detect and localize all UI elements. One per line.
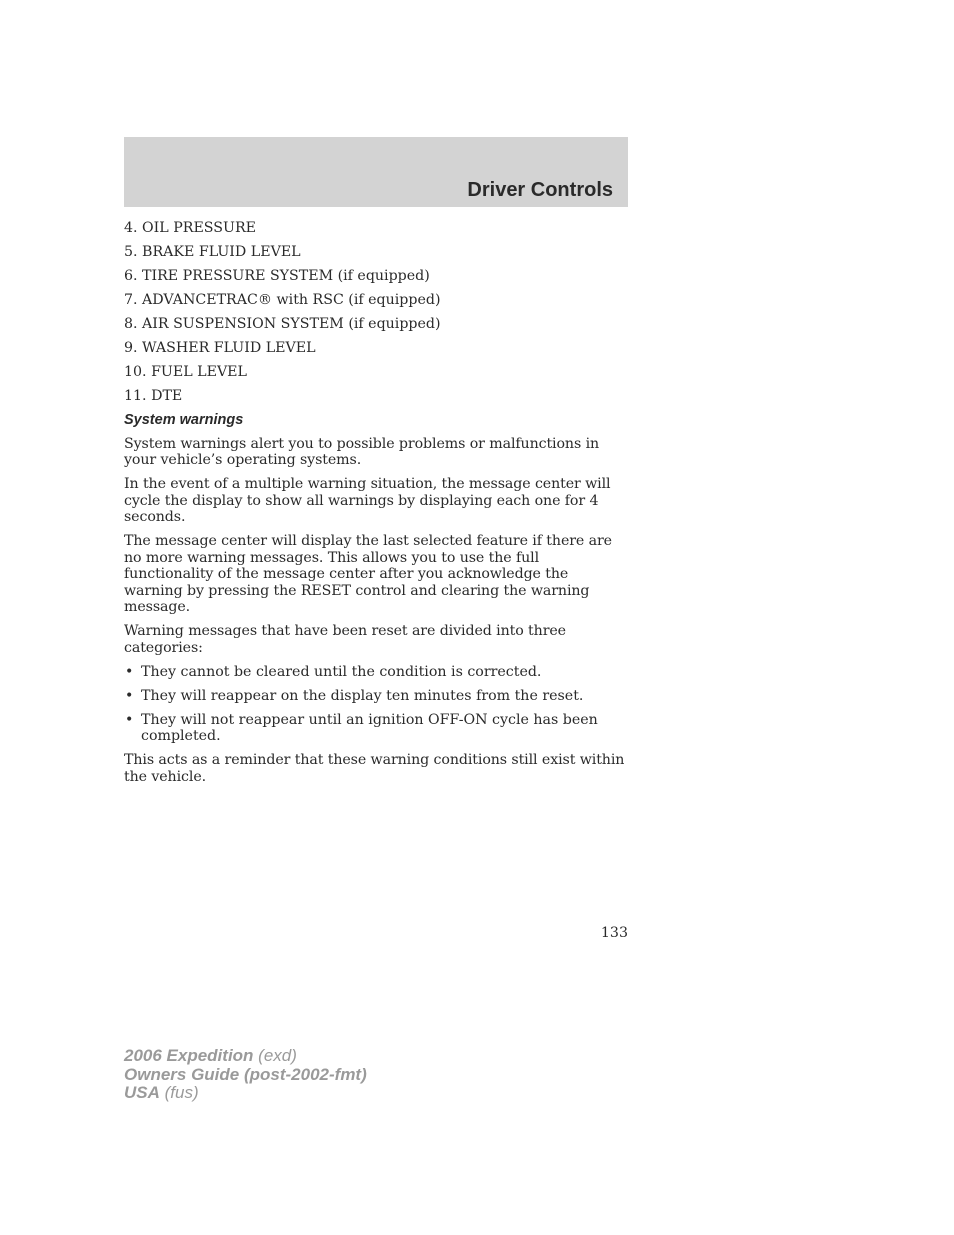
bullet-item (124, 712, 628, 745)
bullet-icon: • (125, 663, 134, 680)
page-content (124, 220, 628, 793)
paragraph: Warning messages that have been reset are divided into three categories: (124, 623, 566, 656)
paragraph: System warnings alert you to possible problems or malfunctions in your vehicle’s operating systems. (124, 435, 600, 468)
footer-line-guide (124, 1066, 367, 1085)
list-item: 11. DTE (124, 388, 183, 404)
list-item: 9. WASHER FLUID LEVEL (124, 340, 316, 356)
bullet-icon: • (125, 711, 134, 728)
list-item: 7. ADVANCETRAC® with RSC (if equipped) (124, 292, 441, 308)
closing-paragraph: This acts as a reminder that these warning conditions still exist within the vehicle. (124, 752, 625, 785)
list-item: 8. AIR SUSPENSION SYSTEM (if equipped) (124, 316, 441, 332)
paragraph: In the event of a multiple warning situation, the message center will cycle the display to show all warnings by displaying each one for 4 seconds. (124, 476, 611, 525)
bullet-text: They will reappear on the display ten minutes from the reset. (141, 687, 584, 704)
bullet-item (124, 688, 628, 705)
list-item: 6. TIRE PRESSURE SYSTEM (if equipped) (124, 268, 430, 284)
footer-guide: Owners Guide (post-2002-fmt) (124, 1064, 367, 1084)
footer-market-code: (fus) (159, 1083, 199, 1102)
document-footer (124, 1047, 367, 1103)
bullet-item (124, 664, 628, 681)
bullet-icon: • (125, 687, 134, 704)
bullet-text: They will not reappear until an ignition OFF-ON cycle has been completed. (141, 711, 598, 744)
page-number: 133 (600, 925, 628, 941)
footer-line-market (124, 1084, 367, 1103)
footer-model: 2006 Expedition (124, 1046, 254, 1065)
list-item: 10. FUEL LEVEL (124, 364, 247, 380)
section-heading: System warnings (124, 412, 244, 428)
section-header-band (124, 137, 628, 207)
warning-category-list (124, 664, 628, 745)
paragraph: The message center will display the last selected feature if there are no more warning messages. This allows you to use the full functionality of the message center after you acknowledge the warning by pressing the RESET control and clearing the warning message. (124, 533, 612, 615)
list-item: 4. OIL PRESSURE (124, 220, 256, 236)
footer-model-code: (exd) (253, 1046, 297, 1065)
section-title: Driver Controls (467, 179, 613, 201)
bullet-text: They cannot be cleared until the condition is corrected. (141, 663, 542, 680)
message-center-item-list (124, 220, 628, 405)
footer-market: USA (124, 1083, 160, 1102)
footer-line-model (124, 1047, 367, 1066)
list-item: 5. BRAKE FLUID LEVEL (124, 244, 301, 260)
